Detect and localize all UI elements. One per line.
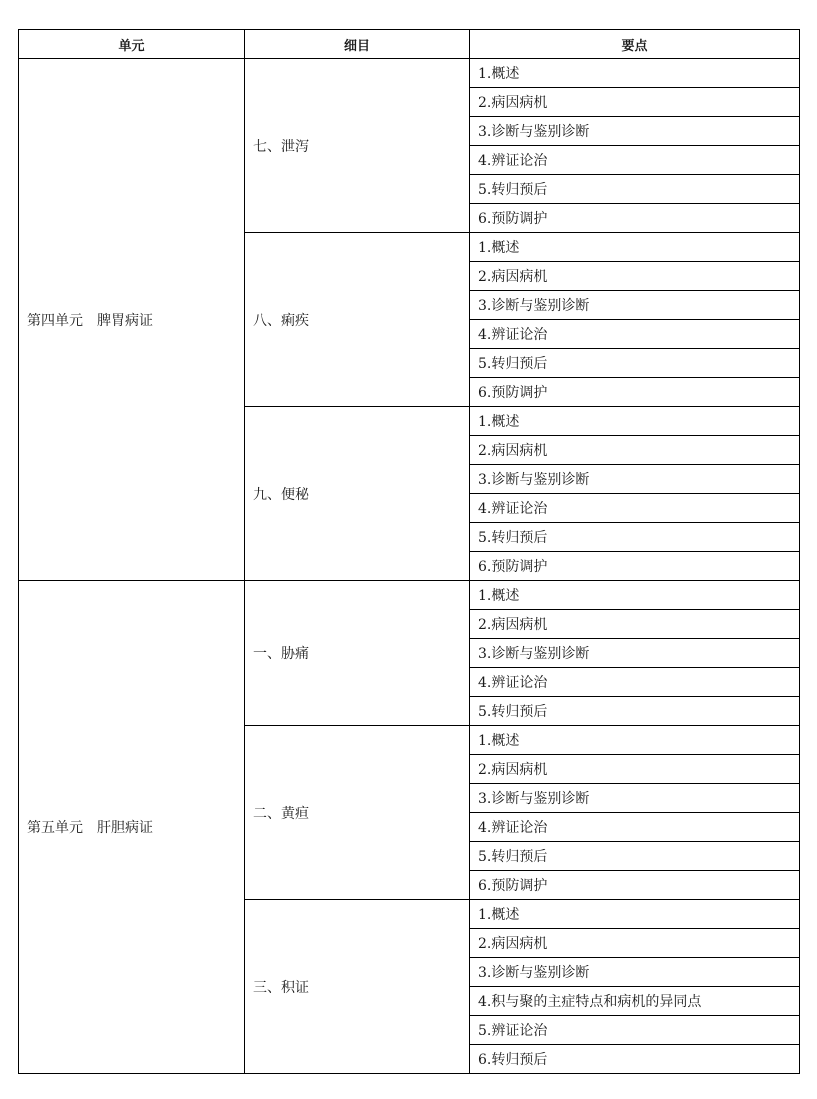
point-cell: 1.概述 [470, 233, 800, 262]
header-points: 要点 [470, 30, 800, 59]
point-cell: 1.概述 [470, 407, 800, 436]
unit-cell: 第五单元 肝胆病证 [19, 581, 245, 1074]
point-cell: 2.病因病机 [470, 88, 800, 117]
point-cell: 1.概述 [470, 726, 800, 755]
point-cell: 2.病因病机 [470, 436, 800, 465]
point-cell: 3.诊断与鉴别诊断 [470, 465, 800, 494]
point-cell: 5.转归预后 [470, 175, 800, 204]
item-cell: 一、胁痛 [245, 581, 470, 726]
point-cell: 3.诊断与鉴别诊断 [470, 784, 800, 813]
syllabus-table [18, 29, 800, 1074]
item-cell: 八、痢疾 [245, 233, 470, 407]
point-cell: 5.转归预后 [470, 697, 800, 726]
item-cell: 二、黄疸 [245, 726, 470, 900]
point-cell: 1.概述 [470, 900, 800, 929]
point-cell: 6.预防调护 [470, 871, 800, 900]
point-cell: 3.诊断与鉴别诊断 [470, 958, 800, 987]
table-body [19, 59, 800, 1074]
point-cell: 1.概述 [470, 581, 800, 610]
point-cell: 5.辨证论治 [470, 1016, 800, 1045]
point-cell: 6.预防调护 [470, 378, 800, 407]
point-cell: 4.辨证论治 [470, 146, 800, 175]
item-cell: 三、积证 [245, 900, 470, 1074]
header-item: 细目 [245, 30, 470, 59]
point-cell: 3.诊断与鉴别诊断 [470, 117, 800, 146]
point-cell: 3.诊断与鉴别诊断 [470, 639, 800, 668]
item-cell: 九、便秘 [245, 407, 470, 581]
point-cell: 1.概述 [470, 59, 800, 88]
point-cell: 4.积与聚的主症特点和病机的异同点 [470, 987, 800, 1016]
point-cell: 3.诊断与鉴别诊断 [470, 291, 800, 320]
point-cell: 4.辨证论治 [470, 494, 800, 523]
item-cell: 七、泄泻 [245, 59, 470, 233]
header-unit: 单元 [19, 30, 245, 59]
point-cell: 4.辨证论治 [470, 320, 800, 349]
point-cell: 4.辨证论治 [470, 813, 800, 842]
point-cell: 5.转归预后 [470, 523, 800, 552]
point-cell: 2.病因病机 [470, 929, 800, 958]
point-cell: 4.辨证论治 [470, 668, 800, 697]
header-row [19, 30, 800, 59]
point-cell: 2.病因病机 [470, 610, 800, 639]
point-cell: 6.转归预后 [470, 1045, 800, 1074]
point-cell: 6.预防调护 [470, 204, 800, 233]
point-cell: 5.转归预后 [470, 842, 800, 871]
table-row [19, 581, 800, 610]
point-cell: 6.预防调护 [470, 552, 800, 581]
point-cell: 5.转归预后 [470, 349, 800, 378]
unit-cell: 第四单元 脾胃病证 [19, 59, 245, 581]
point-cell: 2.病因病机 [470, 755, 800, 784]
table-header [19, 30, 800, 59]
table-row [19, 59, 800, 88]
point-cell: 2.病因病机 [470, 262, 800, 291]
